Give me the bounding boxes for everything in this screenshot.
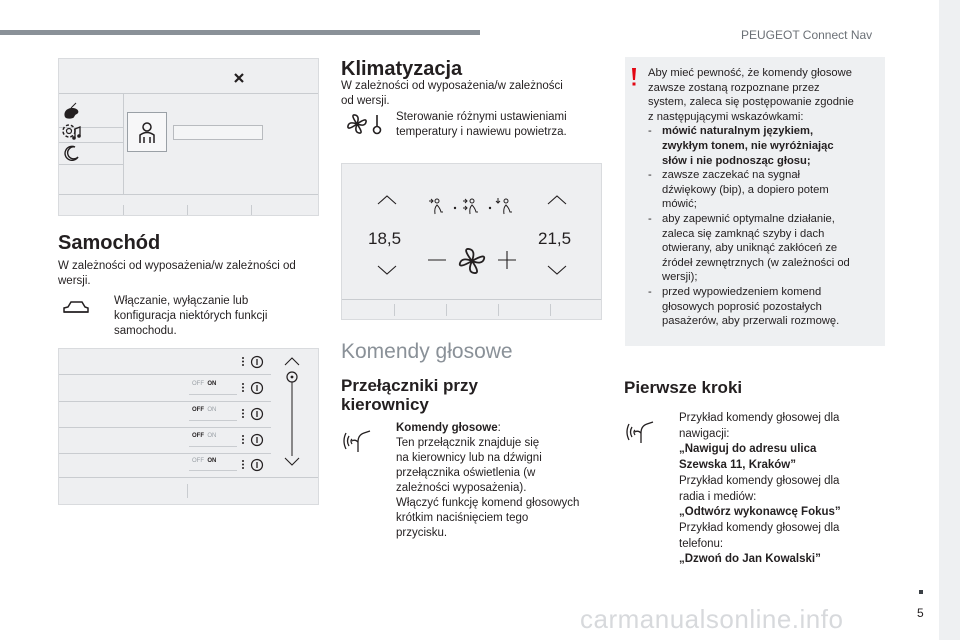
przelaczniki-title: Przełączniki przy kierownicy xyxy=(341,376,479,414)
warning-item: - aby zapewnić optymalne działanie, zaleca się zamknąć szyby i dach otwierany, aby uniknąć zakłóceń ze źródeł zewnętrznych (w zależności od wersji); xyxy=(648,212,850,284)
info-icon-column xyxy=(240,354,266,472)
toggle-switch-2: OFF ON xyxy=(192,407,217,413)
fan-temperature-icon xyxy=(346,112,384,136)
voice-command-hand-icon xyxy=(343,422,373,456)
air-distribution-icons xyxy=(427,196,519,216)
page-marker xyxy=(919,590,923,594)
temp-right-value: 21,5 xyxy=(538,229,572,248)
palette-icon xyxy=(62,102,82,120)
temp-left-value: 18,5 xyxy=(368,229,402,248)
exclamation-icon xyxy=(630,67,638,87)
temp-left-down-arrow-icon xyxy=(376,264,398,276)
warning-text: Aby mieć pewność, że komendy głosowe zawsze zostaną rozpoznane przez system, zaleca się postępowanie zgodnie z następującymi wskazówkami: - mówić naturalnym językiem, zwykłym tonem, nie wyróżniając słów i nie podnosząc głosu; - zawsze zaczekać na sygnał dźwiękowy (bip), a dopiero potem mówić; - aby zapewnić optymalne działanie, zaleca się zamknąć szyby i dach otwierany, aby uniknąć zakłóceń ze źródeł zewnętrznych (w zależności od wersji); - przed wypowiedzeniem komend głosowych poprosić pozostałych pasażerów, aby przerwali rozmowę. xyxy=(648,66,880,329)
scrollbar-icon xyxy=(283,356,301,468)
settings-screen-illustration xyxy=(58,58,319,216)
temp-right-down-arrow-icon xyxy=(546,264,568,276)
sound-settings-icon xyxy=(61,122,83,142)
samochod-intro: W zależności od wyposażenia/w zależności od wersji. xyxy=(58,260,296,287)
warning-item: - mówić naturalnym językiem, zwykłym tonem, nie wyróżniając słów i nie podnosząc głosu; xyxy=(648,125,834,167)
toggle-switch-4: OFF ON xyxy=(192,458,217,464)
page-margin-strip xyxy=(939,0,960,640)
moon-icon xyxy=(64,145,80,161)
klimatyzacja-title: Klimatyzacja xyxy=(341,58,463,80)
car-icon xyxy=(61,298,91,318)
pierwsze-kroki-title: Pierwsze kroki xyxy=(624,378,743,397)
profile-icon xyxy=(136,121,158,145)
header-rule xyxy=(0,30,480,35)
page-number: 5 xyxy=(917,606,924,620)
brand-label: PEUGEOT Connect Nav xyxy=(741,28,873,42)
samochod-desc: Włączanie, wyłączanie lub konfiguracja niektórych funkcji samochodu. xyxy=(114,295,268,337)
pierwsze-kroki-examples: Przykład komendy głosowej dla nawigacji: „Nawiguj do adresu ulica Szewska 11, Kraków” Przykład komendy głosowej dla radia i mediów: „Odtwórz wykonawcę Fokus” Przykład komendy głosowej dla telefonu: „Dzwoń do Jan Kowalski” xyxy=(679,412,841,566)
voice-command-hand-icon xyxy=(626,413,656,447)
warning-item: - przed wypowiedzeniem komend głosowych poprosić pozostałych pasażerów, aby przerwali rozmowę. xyxy=(648,285,840,328)
komendy-section-title: Komendy głosowe xyxy=(341,340,513,363)
watermark: carmanualsonline.info xyxy=(580,604,844,634)
fan-speed-controls-icon xyxy=(424,244,520,278)
close-icon xyxy=(233,72,245,84)
samochod-title: Samochód xyxy=(58,232,161,254)
komendy-desc: Komendy głosowe: Ten przełącznik znajduje się na kierownicy lub na dźwigni przełącznika oświetlenia (w zależności wyposażenia). Włączyć funkcję komend głosowych krótkim naciśnięciem tego przycisku. xyxy=(396,422,580,539)
klimatyzacja-desc: Sterowanie różnymi ustawieniami temperatury i nawiewu powietrza. xyxy=(396,111,567,138)
temp-left-up-arrow-icon xyxy=(376,194,398,206)
klimatyzacja-intro: W zależności od wyposażenia/w zależności od wersji. xyxy=(341,80,563,107)
vehicle-functions-screen-illustration xyxy=(58,348,319,505)
warning-item: - zawsze zaczekać na sygnał dźwiękowy (bip), a dopiero potem mówić; xyxy=(648,169,829,211)
toggle-switch-1: OFF ON xyxy=(192,381,217,387)
temp-right-up-arrow-icon xyxy=(546,194,568,206)
toggle-switch-3: OFF ON xyxy=(192,433,217,439)
